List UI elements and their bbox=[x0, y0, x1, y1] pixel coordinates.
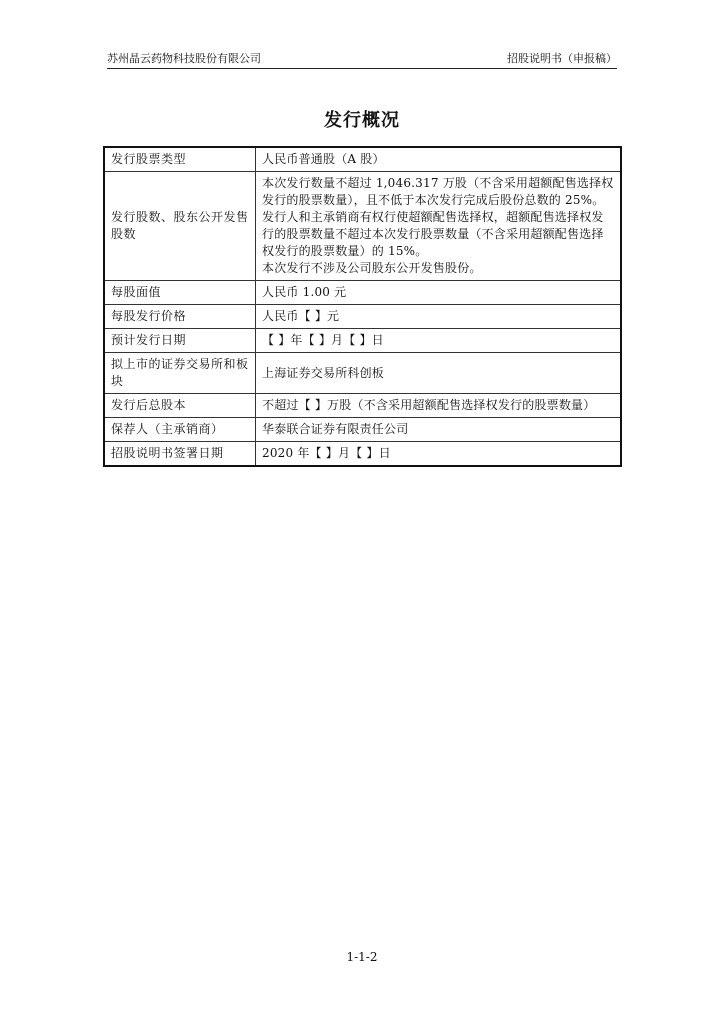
row-value bbox=[256, 418, 622, 442]
header-company: 苏州晶云药物科技股份有限公司 bbox=[107, 52, 261, 65]
page-number: 1-1-2 bbox=[346, 950, 378, 964]
row-value-line: 人民币【 】元 bbox=[262, 309, 340, 323]
table-row bbox=[104, 353, 621, 394]
row-label: 每股发行价格 bbox=[104, 305, 256, 329]
table-row bbox=[104, 418, 621, 442]
row-value-line: 华泰联合证券有限责任公司 bbox=[262, 422, 409, 436]
row-value-line: 人民币普通股（A 股） bbox=[262, 152, 385, 166]
page-header bbox=[107, 50, 617, 69]
row-label: 发行后总股本 bbox=[104, 394, 256, 418]
row-value bbox=[256, 305, 622, 329]
row-label: 招股说明书签署日期 bbox=[104, 442, 256, 467]
row-label: 发行股数、股东公开发售股数 bbox=[104, 172, 256, 281]
row-value bbox=[256, 281, 622, 305]
row-value bbox=[256, 329, 622, 353]
row-value-line: 本次发行不涉及公司股东公开发售股份。 bbox=[262, 261, 482, 275]
table-row bbox=[104, 329, 621, 353]
row-value bbox=[256, 172, 622, 281]
row-value bbox=[256, 394, 622, 418]
row-label: 预计发行日期 bbox=[104, 329, 256, 353]
table-row bbox=[104, 147, 621, 172]
row-label: 拟上市的证券交易所和板块 bbox=[104, 353, 256, 394]
row-value bbox=[256, 353, 622, 394]
table-row bbox=[104, 305, 621, 329]
table-row bbox=[104, 281, 621, 305]
row-value bbox=[256, 442, 622, 467]
page-title: 发行概况 bbox=[324, 110, 400, 131]
header-doc-type: 招股说明书（申报稿） bbox=[507, 52, 617, 65]
row-label: 发行股票类型 bbox=[104, 147, 256, 172]
table-row bbox=[104, 442, 621, 467]
row-value bbox=[256, 147, 622, 172]
row-value-line: 人民币 1.00 元 bbox=[262, 285, 347, 299]
row-label: 保荐人（主承销商） bbox=[104, 418, 256, 442]
row-value-line: 本次发行数量不超过 1,046.317 万股（不含采用超额配售选择权发行的股票数量），且不低于本次发行完成后股份总数的 25%。发行人和主承销商有权行使超额配售选择权，超额配售选择权发行的股票数量不超过本次发行股票数量（不含采用超额配售选择权发行的股票数量）的 15%。 bbox=[262, 176, 614, 258]
table-row bbox=[104, 394, 621, 418]
offering-overview-table bbox=[103, 146, 622, 467]
row-value-line: 2020 年【 】月【 】日 bbox=[262, 446, 391, 460]
row-value-line: 上海证券交易所科创板 bbox=[262, 365, 385, 380]
row-value-line: 【 】年【 】月【 】日 bbox=[262, 333, 384, 347]
row-value-line: 不超过【 】万股（不含采用超额配售选择权发行的股票数量） bbox=[262, 398, 596, 412]
row-label: 每股面值 bbox=[104, 281, 256, 305]
table-row bbox=[104, 172, 621, 281]
